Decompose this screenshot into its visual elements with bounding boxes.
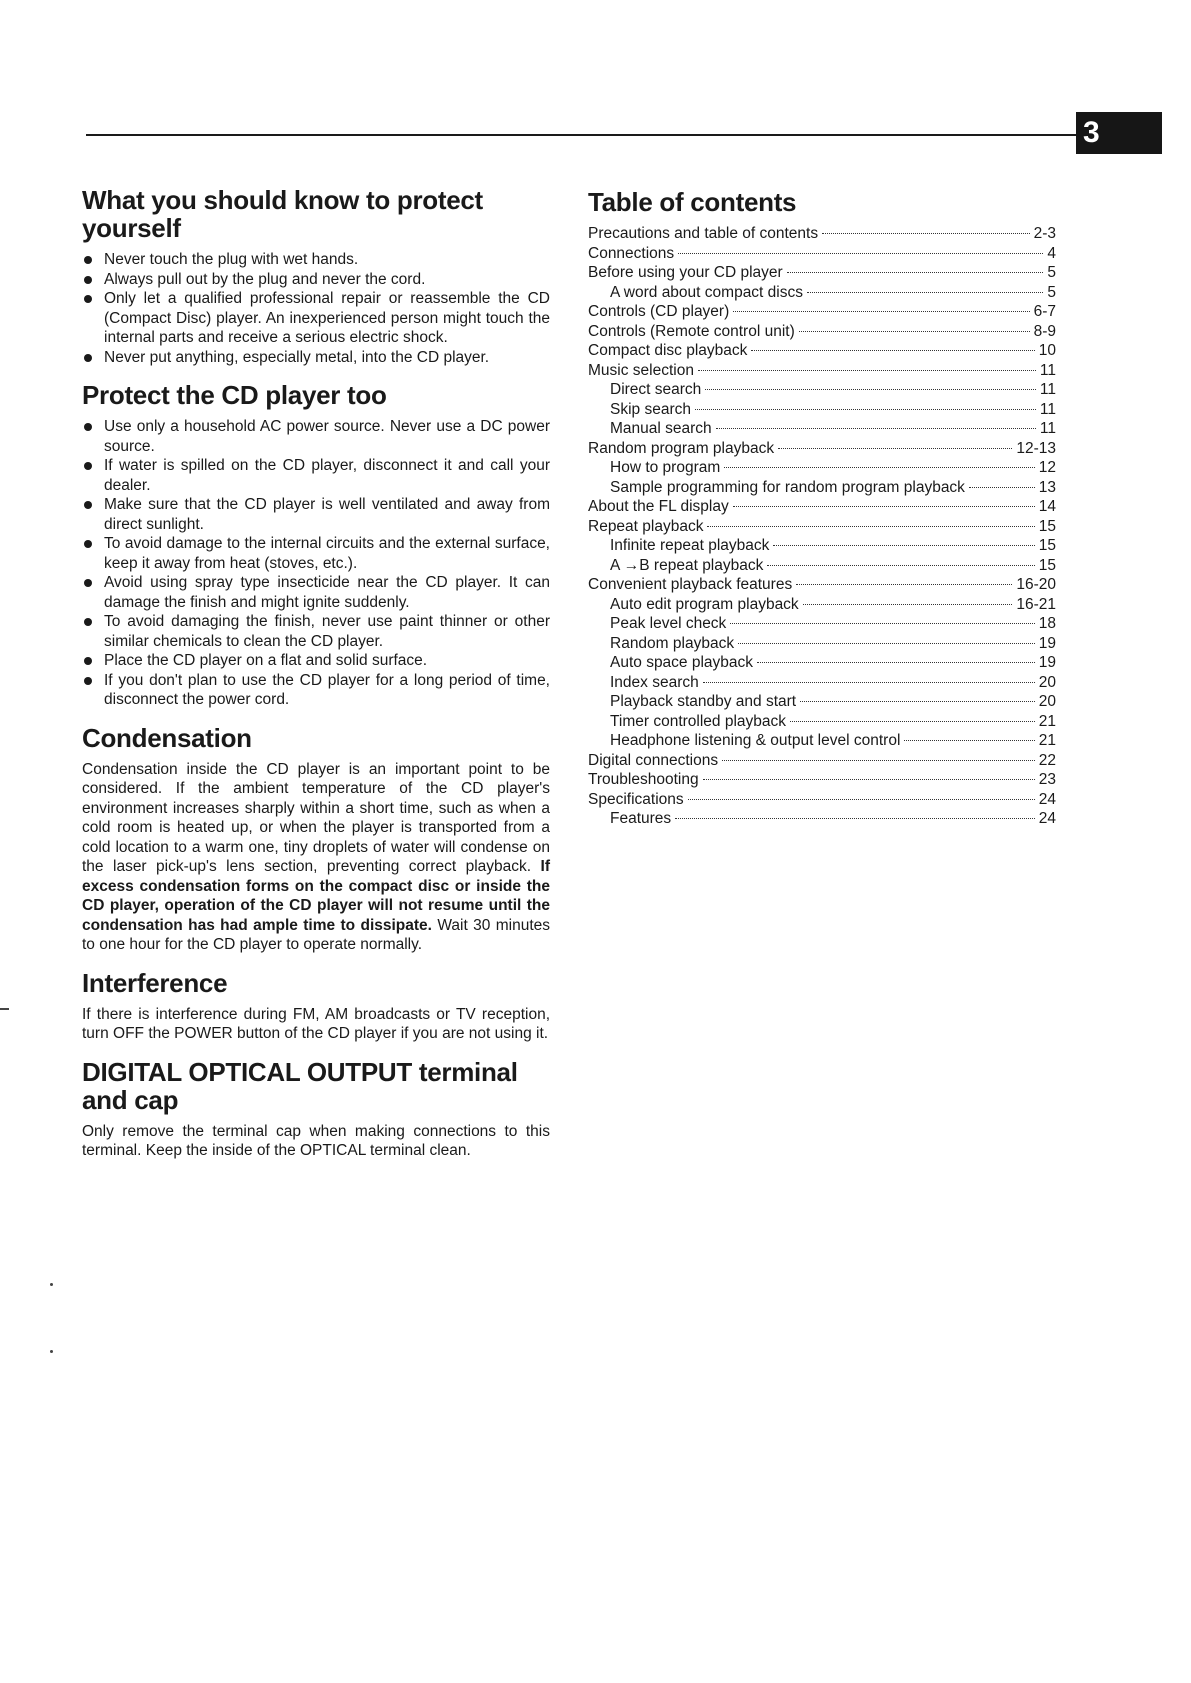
toc-entry-title: Peak level check [610,615,727,632]
toc-entry [588,400,1056,420]
toc-entry [588,556,1056,576]
toc-dot-leader [796,584,1012,585]
toc-entry [588,478,1056,498]
toc-entry-page: 13 [1038,478,1056,496]
optical-heading: DIGITAL OPTICAL OUTPUT terminal and cap [82,1056,518,1115]
toc-entry [588,517,1056,537]
toc-dot-leader [904,740,1034,741]
toc-entry [588,751,1056,771]
toc-entry-page: 19 [1038,654,1056,671]
toc-dot-leader [751,350,1034,351]
left-column [82,186,550,1161]
toc-entry [588,283,1056,303]
toc-entry-page: 21 [1038,712,1056,730]
toc-dot-leader [722,760,1035,761]
protect-player-heading: Protect the CD player too [82,380,387,410]
interference-text: If there is interference during FM, AM broadcasts or TV reception, turn OFF the POWER button of the CD player if you are not using it. [82,1005,550,1042]
toc-entry [588,224,1056,244]
optical-text: Only remove the terminal cap when making connections to this terminal. Keep the inside of the OPTICAL terminal clean. [82,1122,550,1159]
toc-entry-page: 8-9 [1033,322,1056,340]
toc-entry-title: Controls (CD player) [588,303,730,320]
toc-entry-title: Random program playback [588,439,775,457]
toc-entry [588,790,1056,810]
toc-entry-title: About the FL display [588,498,729,515]
toc-dot-leader [695,409,1036,410]
toc-entry-page: 16-21 [1016,595,1056,613]
toc-dot-leader [790,721,1035,722]
bullet-item: Never put anything, especially metal, into the CD player. [82,348,550,368]
toc-entry [588,419,1056,439]
toc-dot-leader [716,428,1036,429]
bullet-item: Always pull out by the plug and never the cord. [82,270,550,290]
toc-dot-leader [803,604,1013,605]
toc-entry-title: Headphone listening & output level control [610,732,901,749]
toc-entry-title: Manual search [610,420,712,437]
toc-entry-page: 11 [1039,420,1056,437]
toc-entry-page: 23 [1038,771,1056,788]
condensation-text-end: Wait 30 minutes to one hour for the CD player to operate normally. [82,916,550,953]
toc-entry-title: Timer controlled playback [610,712,787,730]
toc-entry-page: 11 [1039,381,1056,398]
toc-entry-page: 24 [1038,810,1056,827]
toc-entry-title: Connections [588,244,675,262]
toc-dot-leader [703,779,1035,780]
toc-entry [588,731,1056,751]
toc-entry-page: 12-13 [1016,439,1056,457]
toc-heading: Table of contents [588,187,797,217]
bullet-item: To avoid damaging the finish, never use paint thinner or other similar chemicals to clean the CD player. [82,612,550,651]
toc-dot-leader [705,389,1036,390]
toc-entry [588,322,1056,342]
bullet-item: If you don't plan to use the CD player for a long period of time, disconnect the power cord. [82,671,550,710]
toc-entry-page: 11 [1039,400,1056,418]
toc-dot-leader [757,662,1035,663]
toc-entry-title: A →B repeat playback [610,556,764,574]
toc-entry-page: 2-3 [1033,225,1056,242]
toc-dot-leader [799,331,1030,332]
toc-entry [588,634,1056,654]
toc-entry-title: Convenient playback features [588,576,793,593]
header-rule [86,134,1086,136]
toc-dot-leader [822,233,1030,234]
toc-dot-leader [675,818,1035,819]
scan-speck [50,1350,53,1353]
toc-entry [588,497,1056,517]
toc-entry [588,595,1056,615]
toc-entry-page: 22 [1038,751,1056,769]
toc-entry-title: Index search [610,673,699,691]
toc-entry-title: Controls (Remote control unit) [588,322,795,340]
toc-entry [588,302,1056,322]
toc-dot-leader [773,545,1034,546]
toc-dot-leader [730,623,1034,624]
toc-entry-title: Precautions and table of contents [588,225,819,242]
right-column [588,188,1056,829]
condensation-text [82,760,550,955]
toc-dot-leader [678,253,1043,254]
toc-entry-title: Random playback [610,634,735,652]
toc-list [588,224,1056,829]
toc-entry [588,244,1056,264]
toc-entry-page: 11 [1039,361,1056,379]
toc-entry [588,458,1056,478]
bullet-item: Make sure that the CD player is well ventilated and away from direct sunlight. [82,495,550,534]
protect-yourself-heading: What you should know to protect yourself [82,185,483,243]
toc-entry-page: 16-20 [1016,576,1056,593]
toc-entry-title: Repeat playback [588,517,704,535]
toc-entry-title: Before using your CD player [588,264,783,281]
toc-entry [588,439,1056,459]
bullet-item: To avoid damage to the internal circuits and the external surface, keep it away from heat (stoves, etc.). [82,534,550,573]
toc-entry [588,361,1056,381]
toc-entry-page: 15 [1038,517,1056,535]
toc-entry-title: Digital connections [588,751,719,769]
bullet-item: Only let a qualified professional repair or reassemble the CD (Compact Disc) player. An inexperienced person might touch the internal parts and receive a serious electric shock. [82,289,550,348]
bullet-item: If water is spilled on the CD player, disconnect it and call your dealer. [82,456,550,495]
toc-entry [588,770,1056,790]
condensation-heading: Condensation [82,722,252,753]
toc-entry-page: 6-7 [1033,303,1056,320]
toc-entry [588,614,1056,634]
bullet-item: Avoid using spray type insecticide near the CD player. It can damage the finish and might ignite suddenly. [82,573,550,612]
toc-dot-leader [733,506,1035,507]
page-number-tab [1076,112,1162,154]
toc-entry-title: Skip search [610,400,691,418]
toc-dot-leader [778,448,1012,449]
toc-entry-page: 24 [1038,790,1056,808]
toc-dot-leader [703,682,1035,683]
toc-entry-title: Sample programming for random program playback [610,478,965,496]
bullet-item: Place the CD player on a flat and solid surface. [82,651,550,671]
toc-entry-title: How to program [610,459,721,476]
toc-entry-page: 5 [1047,283,1056,301]
toc-entry [588,692,1056,712]
toc-dot-leader [738,643,1035,644]
toc-dot-leader [698,370,1036,371]
toc-entry-title: Infinite repeat playback [610,537,770,554]
toc-entry [588,809,1056,829]
toc-entry-page: 20 [1038,693,1056,710]
toc-dot-leader [969,487,1035,488]
interference-heading: Interference [82,967,228,998]
toc-entry-title: Troubleshooting [588,771,699,788]
toc-entry-title: Features [610,810,672,827]
toc-entry-page: 10 [1038,342,1056,359]
toc-dot-leader [807,292,1043,293]
protect-yourself-list [82,250,550,367]
scan-speck [50,1283,53,1286]
toc-entry [588,653,1056,673]
protect-player-list [82,417,550,710]
margin-mark [0,1008,9,1010]
toc-entry [588,575,1056,595]
toc-entry-title: Music selection [588,361,694,379]
toc-entry [588,380,1056,400]
toc-entry-page: 15 [1038,556,1056,574]
toc-entry-page: 14 [1038,498,1056,515]
toc-entry-title: Specifications [588,790,684,808]
toc-dot-leader [787,272,1044,273]
toc-dot-leader [688,799,1035,800]
toc-dot-leader [767,565,1034,566]
toc-entry-title: A word about compact discs [610,283,803,301]
toc-dot-leader [707,526,1034,527]
toc-dot-leader [733,311,1029,312]
toc-entry [588,263,1056,283]
toc-entry [588,673,1056,693]
toc-entry-page: 15 [1038,537,1056,554]
bullet-item: Use only a household AC power source. Never use a DC power source. [82,417,550,456]
toc-entry-page: 20 [1038,673,1056,691]
page-number: 3 [1083,116,1100,149]
toc-entry-title: Auto edit program playback [610,595,799,613]
toc-entry [588,536,1056,556]
toc-entry-page: 21 [1038,732,1056,749]
condensation-text-start: Condensation inside the CD player is an important point to be considered. If the ambient temperature of the CD player's environment increases sharply within a short time, such as when a cold room is heated up, or when the player is transported from a cold location to a warm one, tiny droplets of water will condense on the laser pick-up's lens section, preventing correct playback. [82,760,550,875]
condensation-text-bold: If excess condensation forms on the compact disc or inside the CD player, operation of the CD player will not resume until the condensation has had ample time to dissipate. [82,858,550,934]
toc-entry-title: Playback standby and start [610,693,797,710]
toc-entry [588,712,1056,732]
bullet-item: Never touch the plug with wet hands. [82,250,550,270]
toc-dot-leader [800,701,1035,702]
toc-entry-page: 19 [1038,634,1056,652]
toc-entry-title: Auto space playback [610,654,754,671]
toc-dot-leader [724,467,1034,468]
toc-entry [588,341,1056,361]
toc-entry-page: 18 [1038,615,1056,632]
toc-entry-title: Direct search [610,381,702,398]
toc-entry-page: 12 [1038,459,1056,476]
toc-entry-page: 5 [1047,264,1056,281]
toc-entry-page: 4 [1047,244,1056,262]
toc-entry-title: Compact disc playback [588,342,748,359]
